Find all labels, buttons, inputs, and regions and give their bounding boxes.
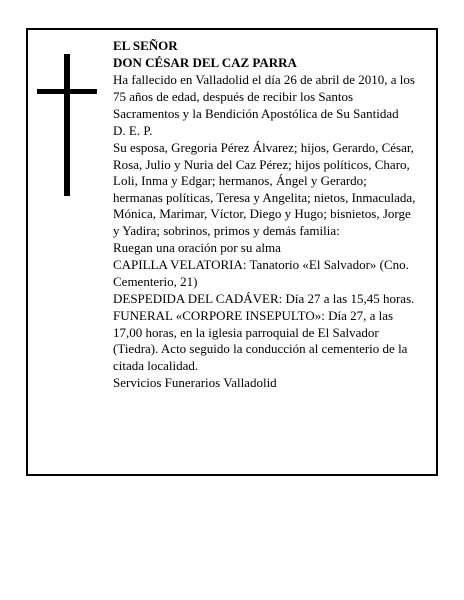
deceased-name: DON CÉSAR DEL CAZ PARRA	[113, 55, 297, 71]
cross-vertical-bar	[64, 54, 70, 196]
obituary-text	[113, 38, 418, 392]
farewell-info: DESPEDIDA DEL CADÁVER: Día 27 a las 15,45 horas.	[113, 291, 415, 307]
cross-horizontal-bar	[37, 89, 97, 94]
prayer-request: Ruegan una oración por su alma	[113, 240, 281, 256]
chapel-info: CAPILLA VELATORIA: Tanatorio «El Salvador» (Cno. Cementerio, 21)	[113, 257, 409, 289]
cross-icon	[37, 54, 97, 196]
dep-line: D. E. P.	[113, 122, 153, 138]
funeral-services: Servicios Funerarios Valladolid	[113, 375, 277, 391]
family-paragraph: Su esposa, Gregoria Pérez Álvarez; hijos, Gerardo, César, Rosa, Julio y Nuria del Caz Pérez; hijos políticos, Charo, Loli, Inma y Edgar; hermanos, Ángel y Gerardo; hermanas políticas, Teresa y Angelita; nietos, Inmaculada, Mónica, Marimar, Víctor, Diego y Hugo; bisnietos, Jorge y Yadira; sobrinos, primos y demás familia:	[113, 139, 416, 238]
funeral-info: FUNERAL «CORPORE INSEPULTO»: Día 27, a las 17,00 horas, en la iglesia parroquial de El Salvador (Tiedra). Acto seguido la conducción al cementerio de la citada localidad.	[113, 308, 408, 374]
heading-line-1: EL SEÑOR	[113, 38, 178, 53]
death-notice-paragraph: Ha fallecido en Valladolid el día 26 de abril de 2010, a los 75 años de edad, después de recibir los Santos Sacramentos y la Bendición Apostólica de Su Santidad	[113, 72, 415, 121]
